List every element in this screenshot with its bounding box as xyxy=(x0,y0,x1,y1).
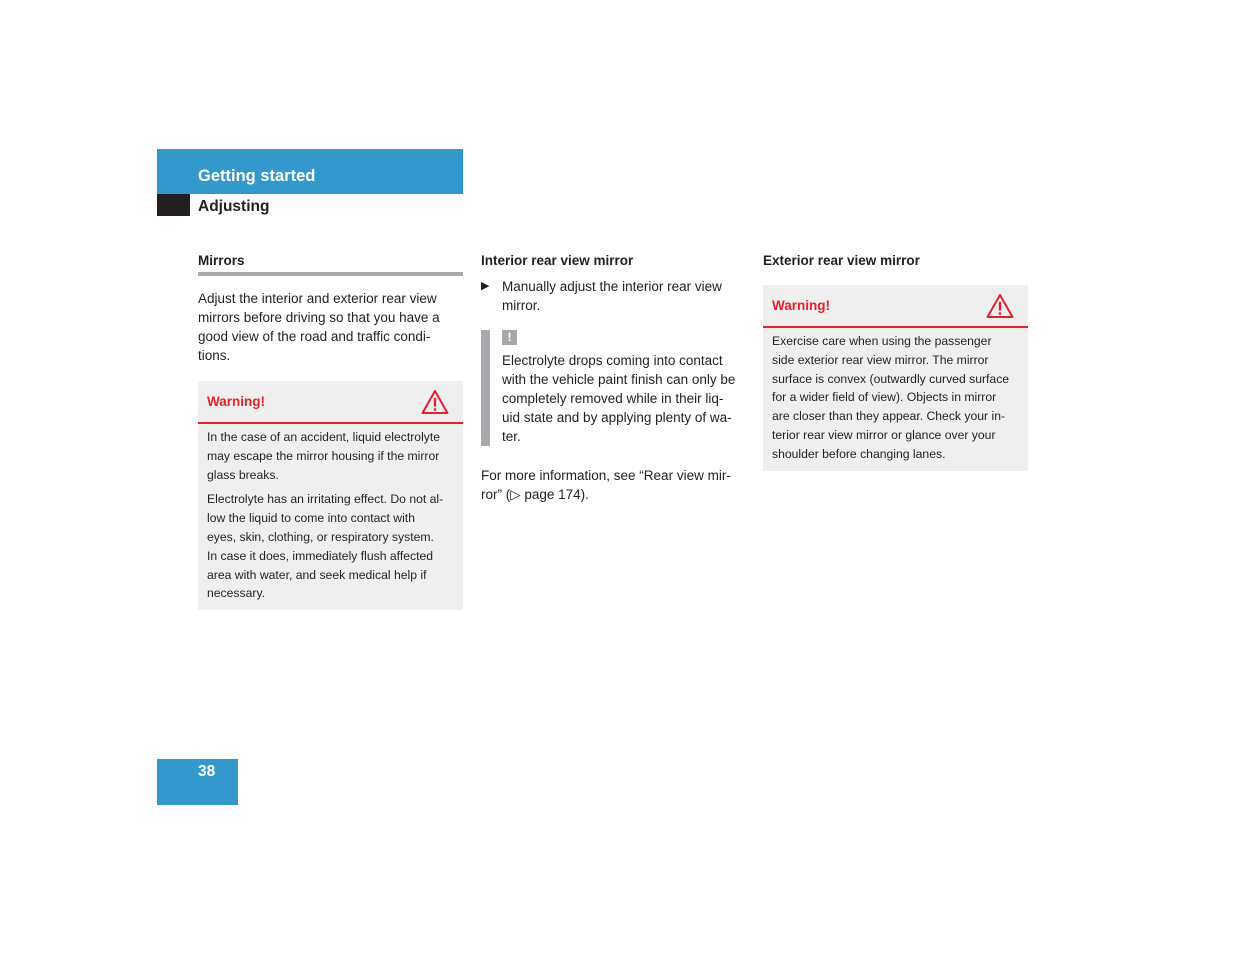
exterior-mirror-heading: Exterior rear view mirror xyxy=(763,253,920,268)
column-mirrors xyxy=(198,251,463,610)
subsection-title: Adjusting xyxy=(198,198,270,215)
warning-header xyxy=(198,381,463,424)
instruction-step xyxy=(481,277,746,315)
column-interior-mirror xyxy=(481,251,746,504)
instruction-text: Manually adjust the interior rear view mirror. xyxy=(502,279,722,313)
interior-mirror-heading: Interior rear view mirror xyxy=(481,253,634,268)
section-title: Getting started xyxy=(198,167,316,185)
warning-body xyxy=(763,328,1028,471)
warning-box-electrolyte xyxy=(198,381,463,610)
warning-label: Warning! xyxy=(772,298,830,313)
warning-text-1: In the case of an accident, liquid electrolyte may escape the mirror housing if the mirror glass breaks. xyxy=(207,430,441,482)
bullet-arrow-icon: ▶ xyxy=(481,280,490,292)
warning-box-convex xyxy=(763,285,1028,471)
subsection-marker xyxy=(157,194,190,216)
exclamation-note-icon: ! xyxy=(502,330,517,345)
warning-label: Warning! xyxy=(207,394,265,409)
note-side-bar xyxy=(481,330,490,446)
mirrors-intro: Adjust the interior and exterior rear view mirrors before driving so that you have a good view of the road and traffic condi- tions. xyxy=(198,291,440,363)
heading-rule xyxy=(198,272,463,276)
warning-triangle-icon xyxy=(986,293,1014,319)
note-text: Electrolyte drops coming into contact with the vehicle paint finish can only be completely removed while in their liq- uid state and by applying plenty of wa- ter. xyxy=(502,353,736,444)
page-number: 38 xyxy=(198,763,216,780)
note-box-paint xyxy=(481,330,746,446)
warning-text: Exercise care when using the passenger side exterior rear view mirror. The mirror surface is convex (outwardly curved surface for a wider field of view). Objects in mirror are closer than they appear. Check your in- terior rear view mirror or glance over your shoulder before changing lanes. xyxy=(772,334,1010,461)
warning-header xyxy=(763,285,1028,328)
warning-triangle-icon xyxy=(421,389,449,415)
mirrors-heading: Mirrors xyxy=(198,253,245,268)
column-exterior-mirror xyxy=(763,251,1028,471)
more-info-text: For more information, see “Rear view mir- ror” (▷ page 174). xyxy=(481,468,731,502)
warning-body xyxy=(198,424,463,610)
warning-text-2: Electrolyte has an irritating effect. Do not al- low the liquid to come into contact with eyes, skin, clothing, or respiratory system. In case it does, immediately flush affected area with water, and seek medical help if necessary. xyxy=(207,492,444,601)
